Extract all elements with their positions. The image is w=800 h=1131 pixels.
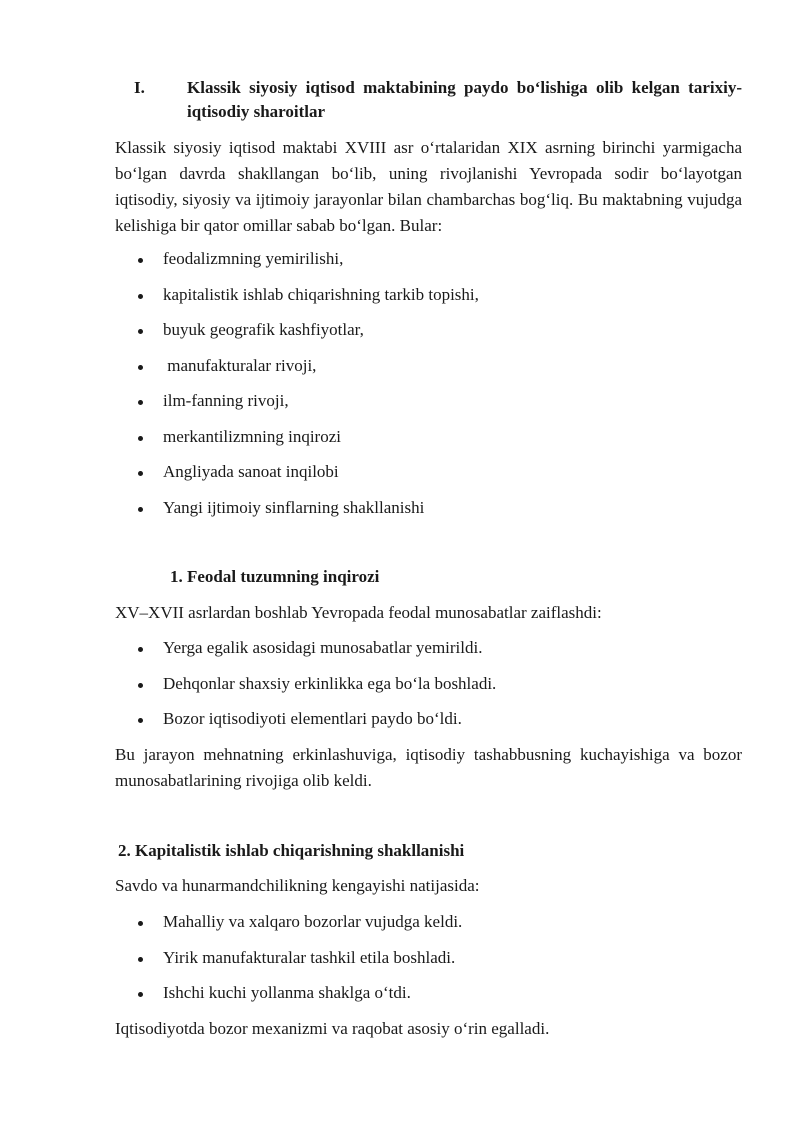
list-item-text: ilm-fanning rivoji, (163, 391, 289, 410)
section-number: I. (134, 78, 145, 97)
bullet-icon (138, 365, 143, 370)
list-item-text: Ishchi kuchi yollanma shaklga o‘tdi. (163, 983, 411, 1002)
section2-lead: Savdo va hunarmandchilikning kengayishi natijasida: (115, 876, 480, 895)
list-item (134, 353, 479, 389)
bullet-icon (138, 436, 143, 441)
list-item-text: kapitalistik ishlab chiqarishning tarkib topishi, (163, 284, 479, 304)
section-heading-main (134, 76, 742, 124)
section2-conclusion: Iqtisodiyotda bozor mexanizmi va raqobat asosiy o‘rin egalladi. (115, 1019, 550, 1038)
list-item-text: Yerga egalik asosidagi munosabatlar yemirildi. (163, 638, 483, 657)
list-item (134, 424, 479, 460)
section2-list (134, 909, 462, 1016)
list-item (134, 945, 462, 981)
section-title: Klassik siyosiy iqtisod maktabining paydo bo‘lishiga olib kelgan tarixiy-iqtisodiy sharoitlar (187, 78, 742, 121)
bullet-icon (138, 294, 143, 299)
bullet-icon (138, 400, 143, 405)
list-item (134, 388, 479, 424)
list-item (134, 495, 479, 531)
section1-conclusion: Bu jarayon mehnatning erkinlashuviga, iqtisodiy tashabbusning kuchayishiga va bozor munosabatlarining rivojiga olib keldi. (115, 745, 742, 790)
list-item-text: feodalizmning yemirilishi, (163, 249, 344, 268)
section1-lead: XV–XVII asrlardan boshlab Yevropada feodal munosabatlar zaiflashdi: (115, 603, 602, 622)
list-item-text: Yirik manufakturalar tashkil etila boshladi. (163, 947, 456, 967)
list-item (134, 706, 496, 742)
list-item (134, 909, 462, 945)
list-item (134, 671, 496, 707)
list-item-text: Bozor iqtisodiyoti elementlari paydo bo‘ldi. (163, 709, 462, 728)
list-item (134, 980, 462, 1016)
bullet-icon (138, 683, 143, 688)
bullet-icon (138, 992, 143, 997)
factors-list (134, 246, 479, 530)
list-item (134, 246, 479, 282)
list-item-text: Yangi ijtimoiy sinflarning shakllanishi (163, 497, 425, 517)
list-item-text: manufakturalar rivoji, (163, 355, 317, 375)
section1-heading: 1. Feodal tuzumning inqirozi (170, 567, 380, 586)
list-item-text: buyuk geografik kashfiyotlar, (163, 320, 364, 339)
list-item (134, 635, 496, 671)
bullet-icon (138, 718, 143, 723)
list-item (134, 459, 479, 495)
list-item-text: Mahalliy va xalqaro bozorlar vujudga keldi. (163, 912, 463, 931)
bullet-icon (138, 921, 143, 926)
bullet-icon (138, 258, 143, 263)
bullet-icon (138, 329, 143, 334)
intro-paragraph: Klassik siyosiy iqtisod maktabi XVIII asr o‘rtalaridan XIX asrning birinchi yarmigacha bo‘lgan davrda shakllangan bo‘lib, uning rivojlanishi Yevropada sodir bo‘layotgan iqtisodiy, siyosiy va ijtimoiy jarayonlar bilan chambarchas bog‘liq. Bu maktabning vujudga kelishiga bir qator omillar sabab bo‘lgan. Bular: (115, 138, 742, 235)
section1-list (134, 635, 496, 742)
list-item (134, 282, 479, 318)
bullet-icon (138, 507, 143, 512)
bullet-icon (138, 471, 143, 476)
list-item (134, 317, 479, 353)
list-item-text: merkantilizmning inqirozi (163, 426, 341, 446)
bullet-icon (138, 957, 143, 962)
bullet-icon (138, 647, 143, 652)
list-item-text: Dehqonlar shaxsiy erkinlikka ega bo‘la boshladi. (163, 673, 497, 693)
list-item-text: Angliyada sanoat inqilobi (163, 462, 339, 481)
section2-heading: 2. Kapitalistik ishlab chiqarishning shakllanishi (118, 841, 465, 860)
